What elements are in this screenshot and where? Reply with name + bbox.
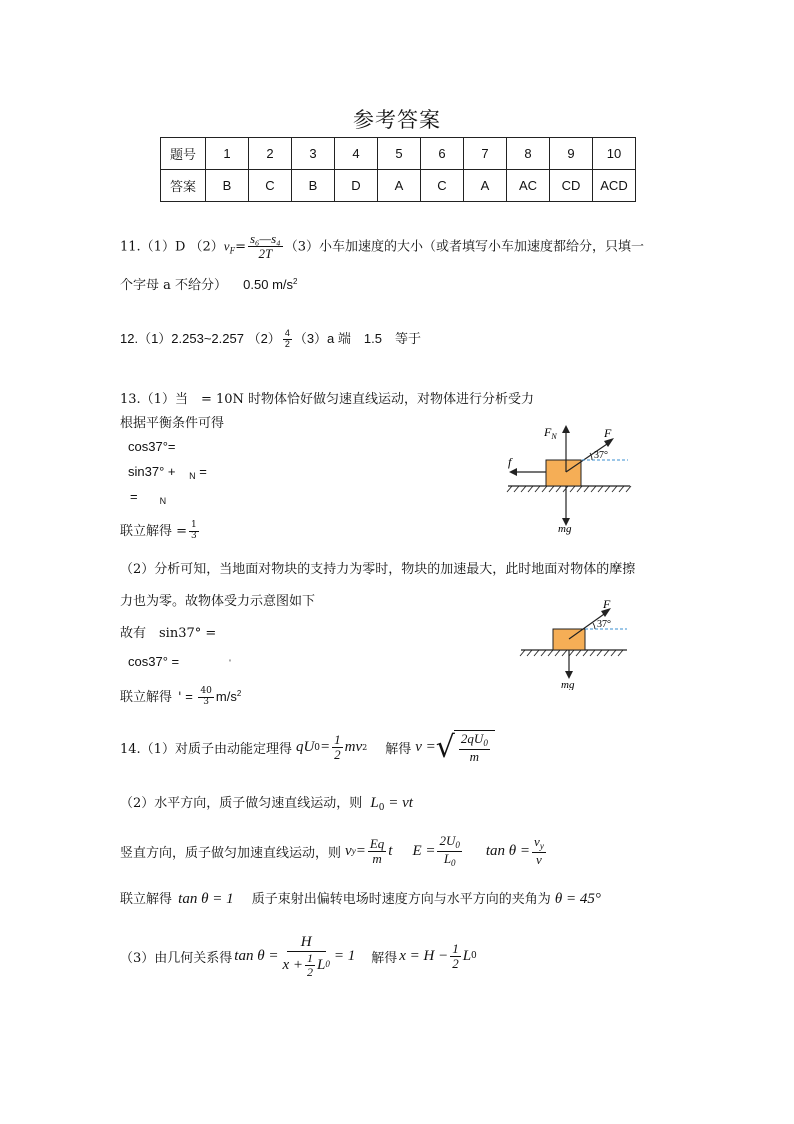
q14-p5-den xyxy=(280,952,331,979)
q14-p1-solve: 解得 xyxy=(385,742,412,757)
q14-p1-frac-den: 2 xyxy=(334,747,341,762)
question-number-cell: 10 xyxy=(593,138,636,170)
q14-p5-x: x = H − xyxy=(399,947,449,964)
question-number-cell: 9 xyxy=(550,138,593,170)
q14-p3-E-fraction xyxy=(437,834,461,869)
q14-p5-fn: 1 xyxy=(452,940,459,956)
q13-result2-den: 3 xyxy=(203,697,210,707)
q14-p1-sqrt-fraction xyxy=(459,732,490,764)
q13-eq5 xyxy=(128,654,231,669)
q14-p3-t: t xyxy=(388,842,393,859)
gravity-arrowhead xyxy=(565,671,573,679)
question-number-cell: 4 xyxy=(335,138,378,170)
q14-p2-eq: L xyxy=(370,795,379,811)
angle-arc xyxy=(593,623,595,629)
q14-p3-vy-sub: y xyxy=(351,846,356,857)
q13-eq3-left: = xyxy=(130,489,138,504)
q14-p5-den-b-sub: 0 xyxy=(325,959,330,970)
q13-result2-unit-sup: 2 xyxy=(236,689,242,698)
q14-p1-eq: = xyxy=(320,739,331,755)
q14-p3-E: E = xyxy=(412,842,436,859)
q14-p1-sqrt-num-text: 2qU xyxy=(460,731,484,747)
q11-value: 0.50 m/s xyxy=(243,277,294,292)
q14-p3-E-num-sub: 0 xyxy=(455,840,460,850)
q12-rest: （3）a 端 1.5 等于 xyxy=(293,331,421,346)
q14-p1-sqrt xyxy=(436,730,495,765)
answer-cell: C xyxy=(249,170,292,202)
q12-frac-den: 2 xyxy=(284,339,290,350)
q14-p1-v: v = xyxy=(415,739,436,755)
question-number-cell: 2 xyxy=(249,138,292,170)
q13-result1-prefix: 联立解得 = xyxy=(120,524,188,539)
question-number-cell: 6 xyxy=(421,138,464,170)
q14-p4-eq2: θ = 45° xyxy=(554,891,601,907)
answer-table-answer-row xyxy=(161,170,636,202)
q14-p5-den-fn: 1 xyxy=(306,950,313,965)
question-number-cell: 3 xyxy=(292,138,335,170)
q14-p5-text: （3）由几何关系得 xyxy=(120,950,233,966)
q14-p5-solve: 解得 xyxy=(371,950,398,966)
q14-p5-x-fraction xyxy=(450,942,461,972)
block xyxy=(553,629,585,650)
q13-result1-den: 3 xyxy=(191,531,197,541)
q13-line1: 13.（1）当 = 10N 时物体恰好做匀速直线运动，对物体进行分析受力 xyxy=(120,392,535,407)
answer-cell: AC xyxy=(507,170,550,202)
fig2-force-label: F xyxy=(603,598,611,611)
q13-eq5-text: cos37° = xyxy=(128,654,180,669)
normal-force-arrowhead xyxy=(562,425,570,433)
q13-result2-prefix: 联立解得 xyxy=(120,690,173,705)
q11-eq: = xyxy=(235,239,246,255)
q14-p1-sqrt-num-sub: 0 xyxy=(483,738,488,749)
fig1-angle-label: 37° xyxy=(594,450,608,461)
q14-p3-tan-num xyxy=(532,835,546,853)
q13-eq2-sub: N xyxy=(189,471,196,481)
q11-fraction xyxy=(248,232,283,262)
q14-p2-text: （2）水平方向，质子做匀速直线运动，则 xyxy=(120,796,363,811)
q14-p3-tan-num-sub: y xyxy=(539,841,544,852)
answer-cell: CD xyxy=(550,170,593,202)
q14-p3-text: 竖直方向，质子做匀加速直线运动，则 xyxy=(120,845,342,861)
q14-p1-frac-num: 1 xyxy=(334,731,341,747)
q14-p3-E-den-text: L xyxy=(443,850,452,866)
q13-eq2-left: sin37° + xyxy=(128,464,180,479)
q14-p5-fd: 2 xyxy=(452,955,459,971)
q14-part1 xyxy=(120,730,495,765)
q14-p5-tan: tan θ = xyxy=(234,947,279,964)
q14-p3-den: m xyxy=(372,850,382,866)
answer-cell: B xyxy=(292,170,335,202)
question-number-cell: 8 xyxy=(507,138,550,170)
q14-p2-eq-sub: 0 xyxy=(378,803,385,813)
q14-p3-num: Eq xyxy=(369,835,385,851)
fig1-gravity-label: mg xyxy=(558,523,572,535)
answer-table-number-row xyxy=(161,138,636,170)
fig2-gravity-label: mg xyxy=(561,679,575,690)
q13-result1-num: 1 xyxy=(191,520,197,531)
q11-var: v xyxy=(223,238,230,254)
q14-p3-vy: v xyxy=(345,842,352,859)
q14-p5-fraction xyxy=(280,934,331,979)
q14-p1-text: 14.（1）对质子由动能定理得 xyxy=(120,742,292,757)
q13-eq1: cos37°= xyxy=(128,439,176,454)
q14-p3-tan-den: v xyxy=(536,852,542,868)
q13-result2-num: 40 xyxy=(200,686,212,697)
q11-prefix: 11.（1）D （2） xyxy=(120,239,224,255)
q14-p3-E-num xyxy=(437,834,461,852)
q14-p1-fraction xyxy=(332,733,343,763)
q14-part3 xyxy=(120,834,548,869)
ground-hatching xyxy=(507,486,631,492)
q13-result1-fraction xyxy=(189,521,199,542)
q12-frac-num: 4 xyxy=(284,328,290,339)
friction-arrowhead xyxy=(509,468,517,476)
q13-eq2 xyxy=(128,464,207,481)
q14-part4 xyxy=(120,888,601,908)
q11-line2-text: 个字母 a 不给分） xyxy=(120,278,228,293)
block xyxy=(546,460,581,486)
q11-var-sub: F xyxy=(229,245,236,256)
q12-prefix: 12.（1）2.253~2.257 （2） xyxy=(120,331,281,346)
q14-part2 xyxy=(120,792,413,813)
q13-eq3-sub: N xyxy=(159,496,167,506)
sqrt-sign-icon: √ xyxy=(435,730,455,765)
q13-part2-line2: 力也为零。故物体受力示意图如下 xyxy=(120,594,316,609)
page-title: 参考答案 xyxy=(353,108,441,132)
q11-line1 xyxy=(120,232,644,262)
q14-p3-E-num-text: 2U xyxy=(439,833,456,848)
q13-result2-fraction xyxy=(198,687,213,708)
q13-line2: 根据平衡条件可得 xyxy=(120,416,225,431)
fig1-friction-label: f xyxy=(508,455,512,469)
fig1-normal-letter: F xyxy=(544,425,552,439)
question-number-cell: 1 xyxy=(206,138,249,170)
q14-p5-L: L xyxy=(462,947,472,964)
q14-p5-L-sub: 0 xyxy=(471,951,477,962)
q14-p3-fraction xyxy=(368,837,386,867)
q12-line xyxy=(120,328,421,350)
q14-p3-eq: = xyxy=(355,842,366,859)
q13-result2 xyxy=(120,686,241,708)
q13-result2-eq: = xyxy=(181,689,197,704)
q12-fraction xyxy=(283,329,292,350)
q14-p4-eq: tan θ = 1 xyxy=(178,891,234,907)
q14-p1-sqrt-den: m xyxy=(469,749,480,765)
q14-part5 xyxy=(120,934,477,979)
q14-p3-E-den-sub: 0 xyxy=(451,857,456,868)
q14-p3-tan: tan θ = xyxy=(485,842,531,859)
q14-p1-lhs-sub: 0 xyxy=(314,742,321,753)
answer-cell: A xyxy=(378,170,421,202)
q14-p5-den-fd: 2 xyxy=(306,964,313,979)
answer-cell: D xyxy=(335,170,378,202)
answer-cell: A xyxy=(464,170,507,202)
answer-cell: ACD xyxy=(593,170,636,202)
q14-p1-sqrt-num xyxy=(459,732,490,750)
q14-p1-lhs: qU xyxy=(295,739,315,755)
q14-p2-eq-rhs: = vt xyxy=(384,795,413,811)
answer-cell: B xyxy=(206,170,249,202)
q13-eq5-mark: ' xyxy=(229,658,231,668)
force-diagram-1 xyxy=(500,420,640,535)
q14-p5-den-b: L xyxy=(316,956,326,973)
question-number-cell: 5 xyxy=(378,138,421,170)
fig1-normal-label xyxy=(543,425,557,441)
fig2-angle-label: 37° xyxy=(597,619,611,630)
fig1-normal-sub: N xyxy=(551,432,557,441)
force-diagram-2 xyxy=(515,598,640,690)
q14-p5-num: H xyxy=(287,934,326,952)
q13-result2-unit: m/s xyxy=(215,689,237,704)
ground-hatching xyxy=(520,650,623,656)
table-header-cell: 题号 xyxy=(161,138,206,170)
q13-result1 xyxy=(120,520,201,542)
q14-p4-text: 联立解得 xyxy=(120,892,173,907)
q11-part3: （3）小车加速度的大小（或者填写小车加速度都给分，只填一 xyxy=(284,239,644,255)
q11-value-sup: 2 xyxy=(293,277,298,286)
fig1-force-label: F xyxy=(604,426,612,440)
q13-result2-mark: ' xyxy=(178,690,182,705)
q13-eq3 xyxy=(130,489,166,506)
q11-numerator: s₆—s₄ xyxy=(249,231,281,246)
q11-denominator: 2T xyxy=(258,246,273,262)
q11-line2 xyxy=(120,274,297,293)
q14-p5-eq1: = 1 xyxy=(333,947,356,964)
q14-p4-text2: 质子束射出偏转电场时速度方向与水平方向的夹角为 xyxy=(251,892,551,907)
q14-p5-den-fraction xyxy=(305,952,315,979)
q14-p3-E-den xyxy=(442,852,458,869)
q13-part2-line1: （2）分析可知，当地面对物块的支持力为零时，物块的加速最大，此时地面对物体的摩擦 xyxy=(120,562,636,577)
answer-table xyxy=(160,137,636,202)
answer-cell: C xyxy=(421,170,464,202)
q14-p1-rhs: mv xyxy=(344,739,363,755)
q13-eq2-right: = xyxy=(195,464,207,479)
q14-p3-tan-num-text: v xyxy=(534,834,540,850)
table-header-cell: 答案 xyxy=(161,170,206,202)
q13-eq4: 故有 sin37° = xyxy=(120,626,217,641)
question-number-cell: 7 xyxy=(464,138,507,170)
q14-p5-den-a: x + xyxy=(282,956,303,973)
q14-p1-rhs-sup: 2 xyxy=(362,743,368,752)
q14-p3-tan-fraction xyxy=(532,835,546,867)
